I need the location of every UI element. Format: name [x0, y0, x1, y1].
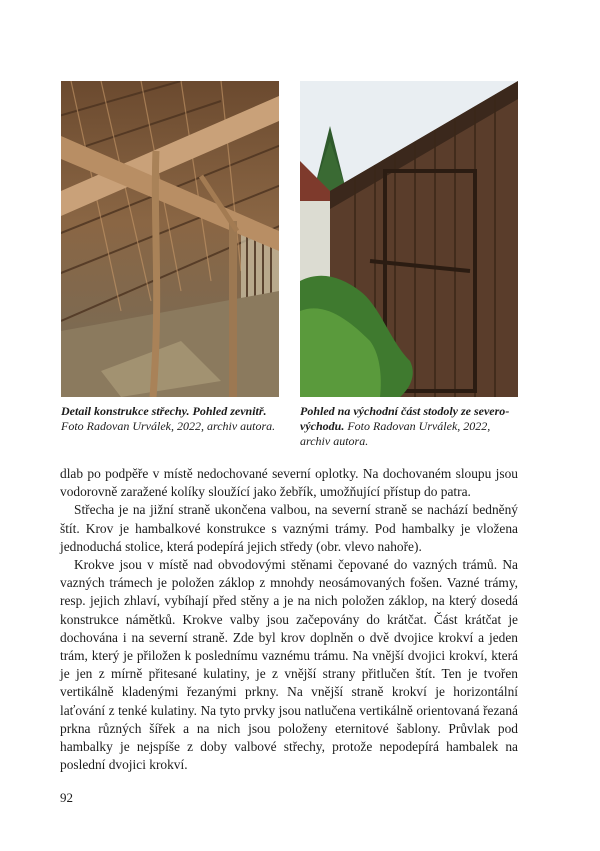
body-text — [60, 465, 518, 774]
roof-interior-photo — [61, 81, 279, 397]
page-number: 92 — [60, 790, 73, 805]
photo-caption-right — [300, 404, 522, 449]
paragraph: Střecha je na jižní straně ukončena valbou, na severní straně se nachází bedněný štít. Krov je hambalkové konstrukce s vaznými trámy. Pod hambalky je vložena jednoduchá stolice, která podepírá jejich středy (obr. vlevo nahoře). — [60, 502, 518, 554]
paragraph: Krokve jsou v místě nad obvodovými stěnami čepované do vazných trámů. Na vazných trámech je položen záklop z mnohdy neosámovaných fošen. Vazné trámy, resp. jejich zhlaví, vybíhají před stěny a je na nich položen záklop, na který dosedá konstrukce námětků. Krokve valby jsou začepovány do krátčat. Část krátčat je dochována i na severní straně. Zde byl krov doplněn o dvě dvojice krokví a jeden trám, který je přiložen k poslednímu vaznému trámu. Na vnější dvojici krokví, která je jen z mírně přitesané kulatiny, je z vnější strany přitlučen štít. Ten je tvořen vertikálně kladenými řezanými prkny. Na vnější straně krokví je horizontální laťování z tenké kulatiny. Na tyto prvky jsou natlučena vertikálně orientovaná řezaná prkna různých šířek a na nich jsou položeny eternitové šablony. Průvlak pod hambalky je nejspíše z doby valbové střechy, protože nepodepírá hambalek na poslední dvojici krokví. — [60, 557, 518, 773]
paragraph: dlab po podpěře v místě nedochované severní oplotky. Na dochovaném sloupu jsou vodorovně zaražené kolíky sloužící jako žebřík, umožňující přístup do patra. — [60, 466, 518, 500]
caption-credit-left: Foto Radovan Urválek, 2022, archiv autora. — [61, 419, 276, 433]
caption-credit-right: Foto Radovan Urválek, 2022, archiv autora. — [300, 419, 491, 448]
barn-exterior-photo — [300, 81, 518, 397]
caption-bold-left: Detail konstrukce střechy. Pohled zevnitř. — [61, 404, 267, 418]
photo-caption-left — [61, 404, 283, 434]
caption-bold-right: Pohled na východní část stodoly ze severovýchodu. — [300, 404, 510, 433]
